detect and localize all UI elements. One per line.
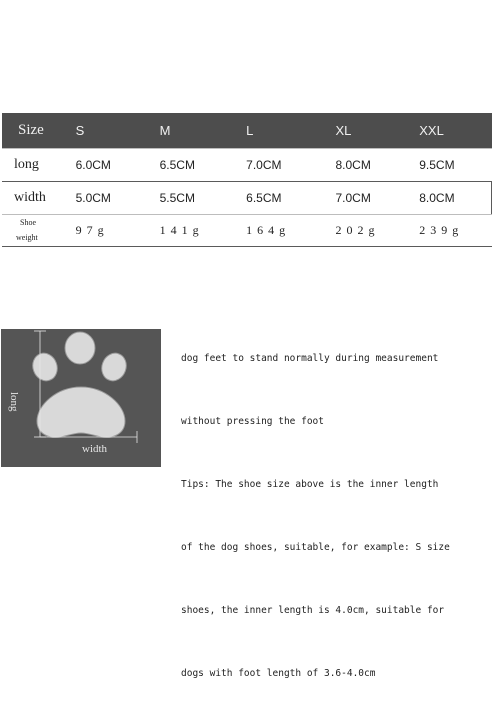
table-row-weight <box>2 214 492 246</box>
cell-long-s: 6.0CM <box>76 148 160 181</box>
cell-width-xl: 7.0CM <box>335 181 419 214</box>
row-label-long: long <box>2 148 76 181</box>
cell-weight-xxl: 239g <box>419 214 491 246</box>
paw-long-label: long <box>8 392 20 412</box>
cell-long-xl: 8.0CM <box>335 148 419 181</box>
table-row-width <box>2 181 492 214</box>
paw-toe-right <box>98 350 130 385</box>
cell-width-s: 5.0CM <box>76 181 160 214</box>
cell-long-m: 6.5CM <box>160 148 247 181</box>
cell-weight-s: 97g <box>76 214 160 246</box>
measurement-notes <box>181 306 471 705</box>
row-label-shoe-weight <box>2 214 76 246</box>
cell-width-m: 5.5CM <box>160 181 247 214</box>
notes-line: of the dog shoes, suitable, for example: S size <box>181 542 450 553</box>
paw-measurement-diagram <box>1 329 161 467</box>
header-cell-size: Size <box>18 121 44 138</box>
table-row-long <box>2 148 492 181</box>
header-cell-l: L <box>246 122 254 138</box>
cell-long-xxl: 9.5CM <box>419 148 491 181</box>
cell-weight-l: 164g <box>246 214 335 246</box>
cell-width-xxl: 8.0CM <box>419 181 491 214</box>
row-label-width: width <box>2 181 76 214</box>
table-header-row <box>2 113 492 148</box>
cell-long-l: 7.0CM <box>246 148 335 181</box>
paw-width-label: width <box>82 443 108 455</box>
header-cell-m: M <box>159 122 171 138</box>
row-label-shoe: Shoe <box>20 218 36 227</box>
paw-print-icon <box>1 329 161 467</box>
paw-toe-left <box>29 350 61 385</box>
paw-toe-top <box>65 332 95 364</box>
header-cell-s: S <box>75 122 85 138</box>
row-label-weight: weight <box>16 233 38 242</box>
cell-weight-m: 141g <box>160 214 247 246</box>
notes-line: without pressing the foot <box>181 416 324 427</box>
header-cell-xxl: XXL <box>419 122 444 138</box>
notes-line: shoes, the inner length is 4.0cm, suitable for <box>181 605 445 616</box>
notes-line: Tips: The shoe size above is the inner length <box>181 479 439 490</box>
paw-pad-main <box>37 387 125 437</box>
cell-width-l: 6.5CM <box>246 181 335 214</box>
notes-line: dog feet to stand normally during measurement <box>181 353 439 364</box>
notes-line: dogs with foot length of 3.6-4.0cm <box>181 668 376 679</box>
size-chart-table <box>2 113 492 247</box>
cell-weight-xl: 202g <box>335 214 419 246</box>
header-cell-xl: XL <box>335 122 352 138</box>
